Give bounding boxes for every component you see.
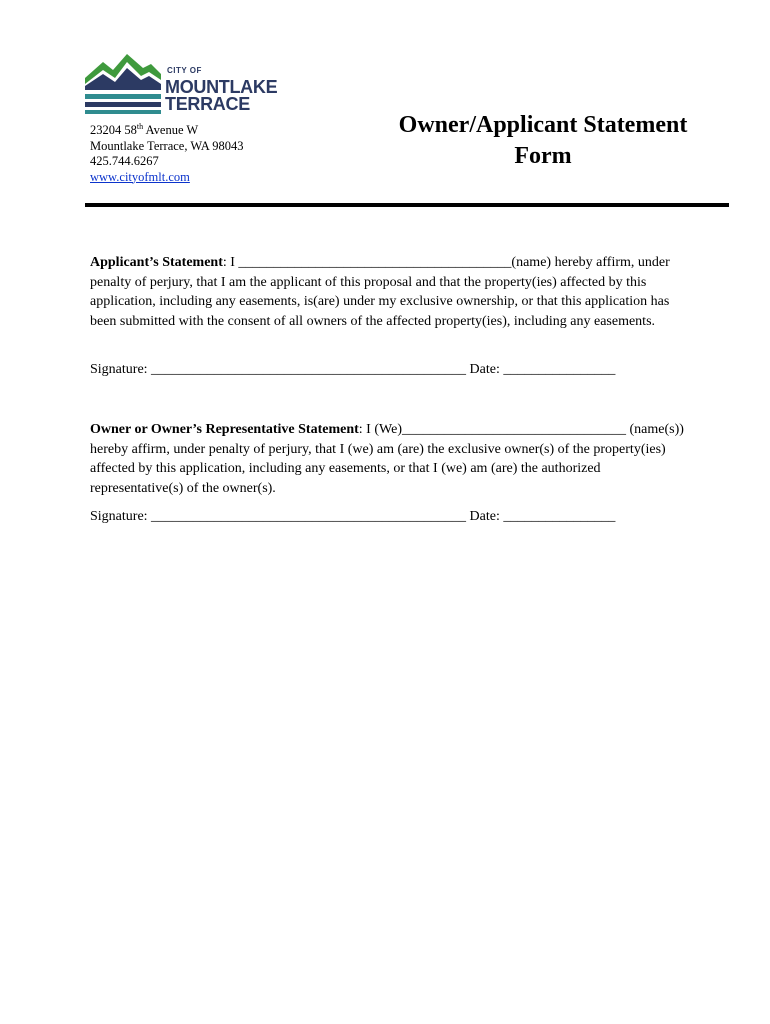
city-logo <box>85 52 285 114</box>
logo-line-terrace: TERRACE <box>165 94 250 114</box>
applicant-statement-text: : I _______________________________________(name) hereby affirm, under penalty of perjury, that I am the applicant of this proposal and that the property(ies) affected by this application, including any easements, is(are) under my exclusive ownership, or that this application has been submitted with the consent of all owners of the affected property(ies), including any easements. <box>90 255 670 329</box>
address-phone: 425.744.6267 <box>90 154 159 168</box>
address-street: 23204 58th Avenue W <box>90 121 199 137</box>
applicant-statement-label: Applicant’s Statement <box>90 255 223 270</box>
owner-statement-label: Owner or Owner’s Representative Statement <box>90 422 359 437</box>
applicant-signature-line[interactable]: Signature: _____________________________________________ Date: ________________ <box>90 362 616 377</box>
logo-line-mountlake: MOUNTLAKE <box>165 77 278 97</box>
website-link[interactable]: www.cityofmlt.com <box>90 169 190 184</box>
owner-signature-line[interactable]: Signature: _____________________________________________ Date: ________________ <box>90 509 616 524</box>
title-line-2: Form <box>514 143 572 169</box>
address-city: Mountlake Terrace, WA 98043 <box>90 138 244 153</box>
title-line-1: Owner/Applicant Statement <box>398 112 688 138</box>
owner-statement <box>90 420 690 498</box>
header-divider <box>85 203 729 207</box>
applicant-statement <box>90 253 690 331</box>
logo-city-of: CITY OF <box>167 66 202 75</box>
owner-statement-text: : I (We)________________________________ (name(s)) hereby affirm, under penalty of perjury, that I (we) am (are) the exclusive owner(s) of the property(ies) affected by this application, including any easements, or that I (we) am (are) the authorized representative(s) of the owner(s). <box>90 422 684 496</box>
mountain-logo-icon <box>85 52 161 114</box>
address-block <box>90 123 244 185</box>
page-title <box>380 110 706 172</box>
